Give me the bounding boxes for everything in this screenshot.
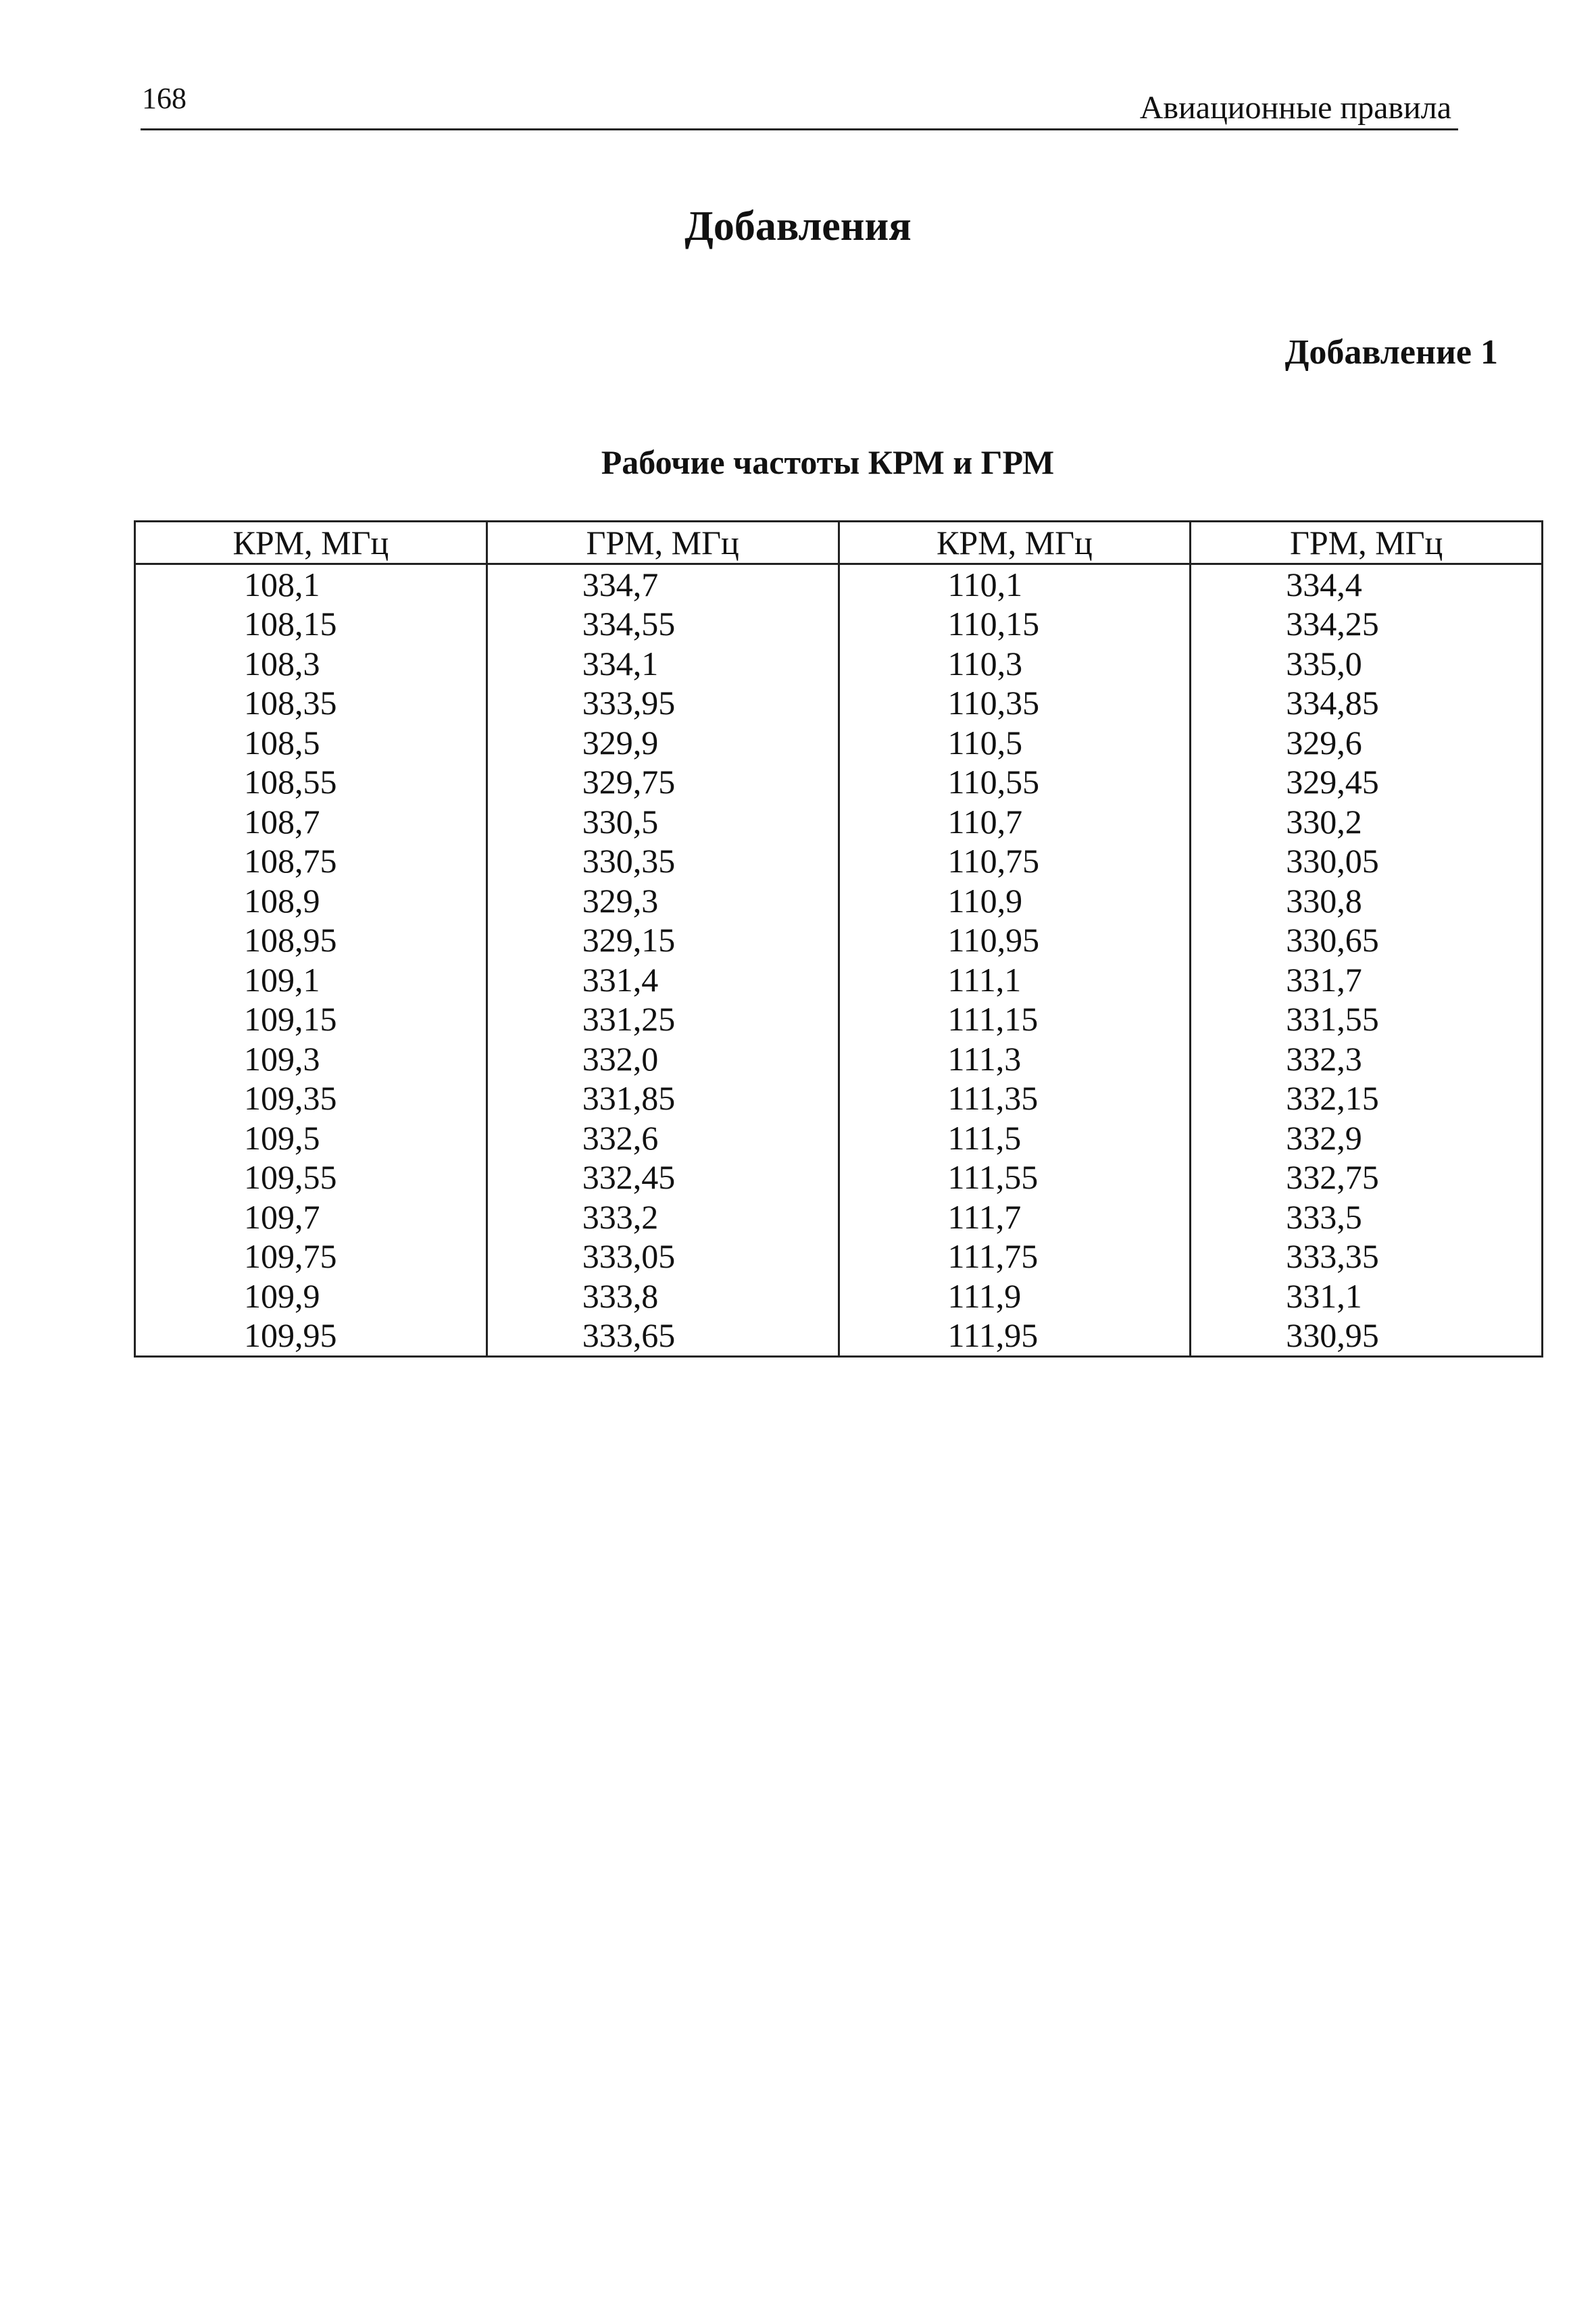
table-title: Рабочие частоты КРМ и ГРМ (601, 443, 1055, 481)
grm-cell: 331,4 (487, 960, 839, 1000)
section-title: Добавления (684, 203, 912, 249)
krm-cell: 110,15 (839, 605, 1191, 645)
grm-cell: 329,9 (487, 723, 839, 763)
krm-cell: 111,15 (839, 1000, 1191, 1040)
grm-cell: 332,45 (487, 1158, 839, 1198)
table-row (135, 1000, 1543, 1040)
running-title: Авиационные правила (1139, 90, 1451, 126)
grm-cell: 329,3 (487, 881, 839, 921)
column-header-krm-1: КРМ, МГц (135, 522, 487, 564)
grm-cell: 333,95 (487, 684, 839, 724)
column-header-grm-2: ГРМ, МГц (1191, 522, 1543, 564)
krm-cell: 108,9 (135, 881, 487, 921)
table-row (135, 684, 1543, 724)
grm-cell: 334,7 (487, 564, 839, 605)
krm-cell: 110,75 (839, 842, 1191, 882)
grm-cell: 334,85 (1191, 684, 1543, 724)
krm-cell: 110,55 (839, 763, 1191, 803)
grm-cell: 332,15 (1191, 1079, 1543, 1119)
krm-cell: 109,3 (135, 1039, 487, 1079)
grm-cell: 333,2 (487, 1197, 839, 1237)
krm-cell: 108,55 (135, 763, 487, 803)
table-row (135, 960, 1543, 1000)
table-row (135, 763, 1543, 803)
krm-cell: 111,5 (839, 1118, 1191, 1158)
krm-cell: 110,9 (839, 881, 1191, 921)
grm-cell: 330,65 (1191, 921, 1543, 961)
grm-cell: 333,05 (487, 1237, 839, 1277)
grm-cell: 331,1 (1191, 1276, 1543, 1316)
table-body (135, 564, 1543, 1357)
grm-cell: 330,8 (1191, 881, 1543, 921)
krm-cell: 109,5 (135, 1118, 487, 1158)
krm-cell: 109,55 (135, 1158, 487, 1198)
grm-cell: 334,25 (1191, 605, 1543, 645)
grm-cell: 330,95 (1191, 1316, 1543, 1357)
grm-cell: 332,6 (487, 1118, 839, 1158)
grm-cell: 334,4 (1191, 564, 1543, 605)
krm-cell: 108,3 (135, 644, 487, 684)
grm-cell: 331,7 (1191, 960, 1543, 1000)
grm-cell: 330,35 (487, 842, 839, 882)
grm-cell: 334,55 (487, 605, 839, 645)
table-row (135, 921, 1543, 961)
krm-cell: 109,35 (135, 1079, 487, 1119)
grm-cell: 333,8 (487, 1276, 839, 1316)
krm-cell: 111,9 (839, 1276, 1191, 1316)
krm-cell: 109,1 (135, 960, 487, 1000)
grm-cell: 333,65 (487, 1316, 839, 1357)
krm-cell: 110,5 (839, 723, 1191, 763)
krm-cell: 110,3 (839, 644, 1191, 684)
krm-cell: 110,7 (839, 802, 1191, 842)
grm-cell: 332,75 (1191, 1158, 1543, 1198)
table-row (135, 802, 1543, 842)
grm-cell: 329,15 (487, 921, 839, 961)
krm-cell: 110,95 (839, 921, 1191, 961)
table-header-row (135, 522, 1543, 564)
grm-cell: 332,0 (487, 1039, 839, 1079)
krm-cell: 109,9 (135, 1276, 487, 1316)
grm-cell: 333,35 (1191, 1237, 1543, 1277)
grm-cell: 330,05 (1191, 842, 1543, 882)
grm-cell: 332,9 (1191, 1118, 1543, 1158)
krm-cell: 109,75 (135, 1237, 487, 1277)
grm-cell: 331,55 (1191, 1000, 1543, 1040)
table-row (135, 723, 1543, 763)
column-header-grm-1: ГРМ, МГц (487, 522, 839, 564)
table-row (135, 1197, 1543, 1237)
table-row (135, 1237, 1543, 1277)
krm-cell: 108,1 (135, 564, 487, 605)
grm-cell: 331,25 (487, 1000, 839, 1040)
krm-cell: 108,95 (135, 921, 487, 961)
table-row (135, 1158, 1543, 1198)
krm-cell: 111,35 (839, 1079, 1191, 1119)
grm-cell: 330,5 (487, 802, 839, 842)
grm-cell: 329,75 (487, 763, 839, 803)
table-row (135, 842, 1543, 882)
krm-cell: 108,35 (135, 684, 487, 724)
grm-cell: 331,85 (487, 1079, 839, 1119)
krm-cell: 111,95 (839, 1316, 1191, 1357)
krm-cell: 110,35 (839, 684, 1191, 724)
krm-cell: 109,95 (135, 1316, 487, 1357)
krm-cell: 109,7 (135, 1197, 487, 1237)
grm-cell: 329,6 (1191, 723, 1543, 763)
table-row (135, 1039, 1543, 1079)
krm-cell: 109,15 (135, 1000, 487, 1040)
table-row (135, 1276, 1543, 1316)
krm-cell: 111,1 (839, 960, 1191, 1000)
krm-cell: 111,3 (839, 1039, 1191, 1079)
krm-cell: 108,75 (135, 842, 487, 882)
table-row (135, 644, 1543, 684)
grm-cell: 335,0 (1191, 644, 1543, 684)
krm-cell: 110,1 (839, 564, 1191, 605)
krm-cell: 111,55 (839, 1158, 1191, 1198)
grm-cell: 334,1 (487, 644, 839, 684)
table-row (135, 881, 1543, 921)
grm-cell: 330,2 (1191, 802, 1543, 842)
page-number: 168 (142, 82, 186, 115)
krm-cell: 111,7 (839, 1197, 1191, 1237)
grm-cell: 333,5 (1191, 1197, 1543, 1237)
krm-cell: 111,75 (839, 1237, 1191, 1277)
appendix-title: Добавление 1 (1285, 333, 1498, 372)
frequency-table (134, 520, 1543, 1358)
table-row (135, 1079, 1543, 1119)
grm-cell: 332,3 (1191, 1039, 1543, 1079)
column-header-krm-2: КРМ, МГц (839, 522, 1191, 564)
table-row (135, 1118, 1543, 1158)
krm-cell: 108,5 (135, 723, 487, 763)
krm-cell: 108,7 (135, 802, 487, 842)
table-row (135, 605, 1543, 645)
grm-cell: 329,45 (1191, 763, 1543, 803)
table-row (135, 1316, 1543, 1357)
krm-cell: 108,15 (135, 605, 487, 645)
table-row (135, 564, 1543, 605)
page-header (141, 74, 1458, 130)
